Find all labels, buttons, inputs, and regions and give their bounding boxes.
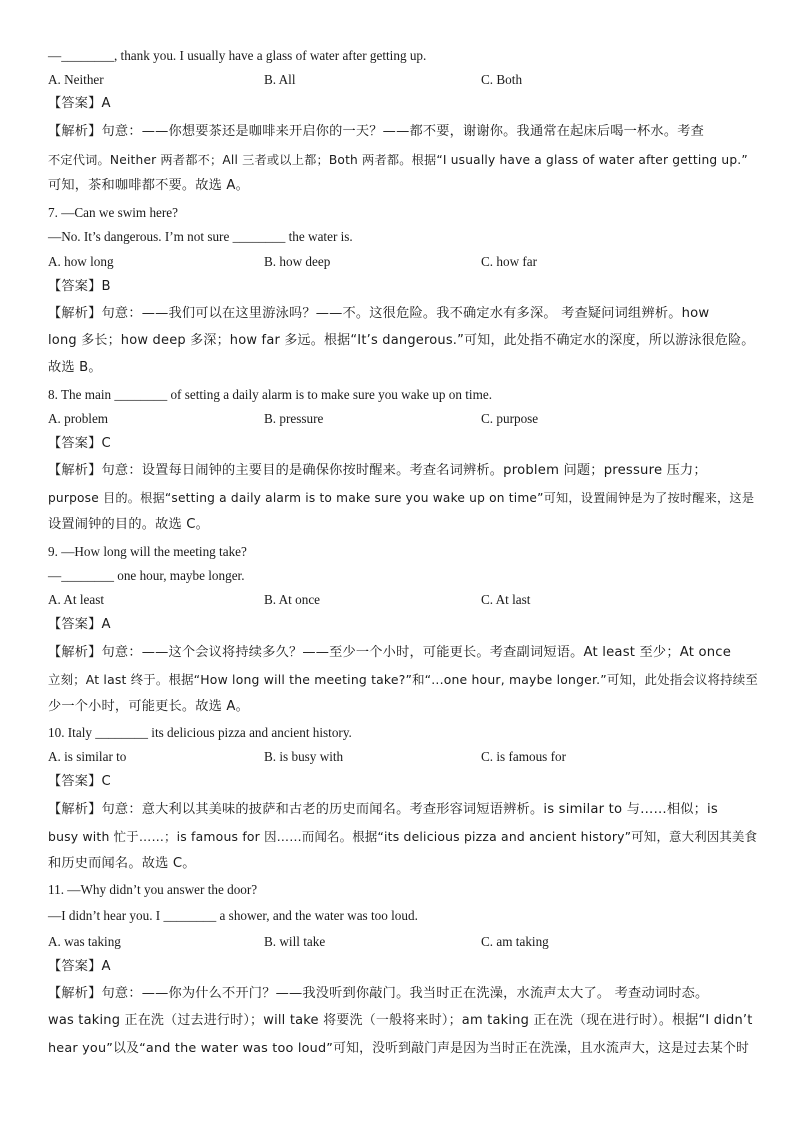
q7-answer: 【答案】B	[48, 279, 111, 294]
q6-option-a: A. Neither	[48, 72, 104, 87]
q7-option-b: B. how deep	[264, 254, 331, 269]
q11-option-b: B. will take	[264, 934, 326, 949]
q8-answer: 【答案】C	[48, 436, 111, 451]
q10-analysis-line-2: busy with 忙于……；is famous for 因……而闻名。根据“its delicious pizza and ancient history”可知，意大利因其美食	[48, 829, 758, 844]
q6-analysis-line-2: 不定代词。Neither 两者都不；All 三者或以上都；Both 两者都。根据“I usually have a glass of water after getting up.”	[48, 153, 748, 167]
q11-analysis-line-2: was taking 正在洗（过去进行时）；will take 将要洗（一般将来时）；am taking 正在洗（现在进行时）。根据“I didn’t	[48, 1013, 753, 1028]
q11-stem-line-2: —I didn’t hear you. I ________ a shower, and the water was too loud.	[48, 908, 418, 923]
q10-option-a: A. is similar to	[48, 749, 127, 764]
q7-analysis-line-3: 故选 B。	[48, 360, 102, 375]
q10-option-b: B. is busy with	[264, 749, 344, 764]
q9-analysis-line-1: 【解析】句意：——这个会议将持续多久？——至少一个小时，可能更长。考查副词短语。At least 至少；At once	[48, 645, 732, 660]
q9-analysis-line-3: 少一个小时，可能更长。故选 A。	[48, 699, 250, 714]
q7-stem-line-1: 7. —Can we swim here?	[48, 205, 179, 220]
q7-analysis-line-2: long 多长；how deep 多深；how far 多远。根据“It’s dangerous.”可知，此处指不确定水的深度，所以游泳很危险。	[48, 333, 755, 348]
q6-stem: —________, thank you. I usually have a glass of water after getting up.	[48, 48, 427, 63]
q7-analysis-line-1: 【解析】句意：——我们可以在这里游泳吗？——不。这很危险。我不确定水有多深。 考查疑问词组辨析。how	[48, 306, 710, 321]
q9-option-b: B. At once	[264, 592, 321, 607]
q9-analysis-line-2: 立刻；At last 终于。根据“How long will the meeting take?”和“...one hour, maybe longer.”可知，此处指会议将持续至	[48, 672, 758, 687]
q9-stem-line-2: —________ one hour, maybe longer.	[48, 568, 245, 583]
q10-stem: 10. Italy ________ its delicious pizza and ancient history.	[48, 725, 352, 740]
q8-analysis-line-1: 【解析】句意：设置每日闹钟的主要目的是确保你按时醒来。考查名词辨析。problem 问题；pressure 压力；	[48, 463, 707, 478]
q9-option-c: C. At last	[481, 592, 531, 607]
q7-option-c: C. how far	[481, 254, 538, 269]
q6-analysis-line-1: 【解析】句意：——你想要茶还是咖啡来开启你的一天？——都不要，谢谢你。我通常在起床后喝一杯水。考查	[48, 124, 704, 139]
q10-analysis-line-1: 【解析】句意：意大利以其美味的披萨和古老的历史而闻名。考查形容词短语辨析。is similar to 与……相似；is	[48, 802, 718, 817]
q11-analysis-line-1: 【解析】句意：——你为什么不开门？——我没听到你敲门。我当时正在洗澡，水流声太大了。 考查动词时态。	[48, 986, 709, 1001]
q6-option-c: C. Both	[481, 72, 523, 87]
q7-option-a: A. how long	[48, 254, 114, 269]
q7-stem-line-2: —No. It’s dangerous. I’m not sure ________ the water is.	[48, 229, 353, 244]
q6-analysis-line-3: 可知，茶和咖啡都不要。故选 A。	[48, 178, 250, 193]
q8-stem: 8. The main ________ of setting a daily alarm is to make sure you wake up on time.	[48, 387, 493, 402]
q10-option-c: C. is famous for	[481, 749, 566, 764]
q8-analysis-line-2: purpose 目的。根据“setting a daily alarm is to make sure you wake up on time”可知，设置闹钟是为了按时醒来，这是	[48, 491, 755, 505]
q11-stem-line-1: 11. —Why didn’t you answer the door?	[48, 882, 258, 897]
q11-option-c: C. am taking	[481, 934, 549, 949]
q11-analysis-line-3: hear you”以及“and the water was too loud”可知，没听到敲门声是因为当时正在洗澡，且水流声大，这是过去某个时	[48, 1041, 749, 1056]
q10-answer: 【答案】C	[48, 774, 111, 789]
q9-stem-line-1: 9. —How long will the meeting take?	[48, 544, 247, 559]
q11-answer: 【答案】A	[48, 959, 111, 974]
q8-option-a: A. problem	[48, 411, 109, 426]
q8-option-c: C. purpose	[481, 411, 539, 426]
q8-option-b: B. pressure	[264, 411, 324, 426]
q6-option-b: B. All	[264, 72, 296, 87]
q6-answer: 【答案】A	[48, 96, 111, 111]
q8-analysis-line-3: 设置闹钟的目的。故选 C。	[48, 517, 210, 532]
q9-answer: 【答案】A	[48, 617, 111, 632]
q11-option-a: A. was taking	[48, 934, 121, 949]
q9-option-a: A. At least	[48, 592, 105, 607]
q10-analysis-line-3: 和历史而闻名。故选 C。	[48, 856, 196, 871]
